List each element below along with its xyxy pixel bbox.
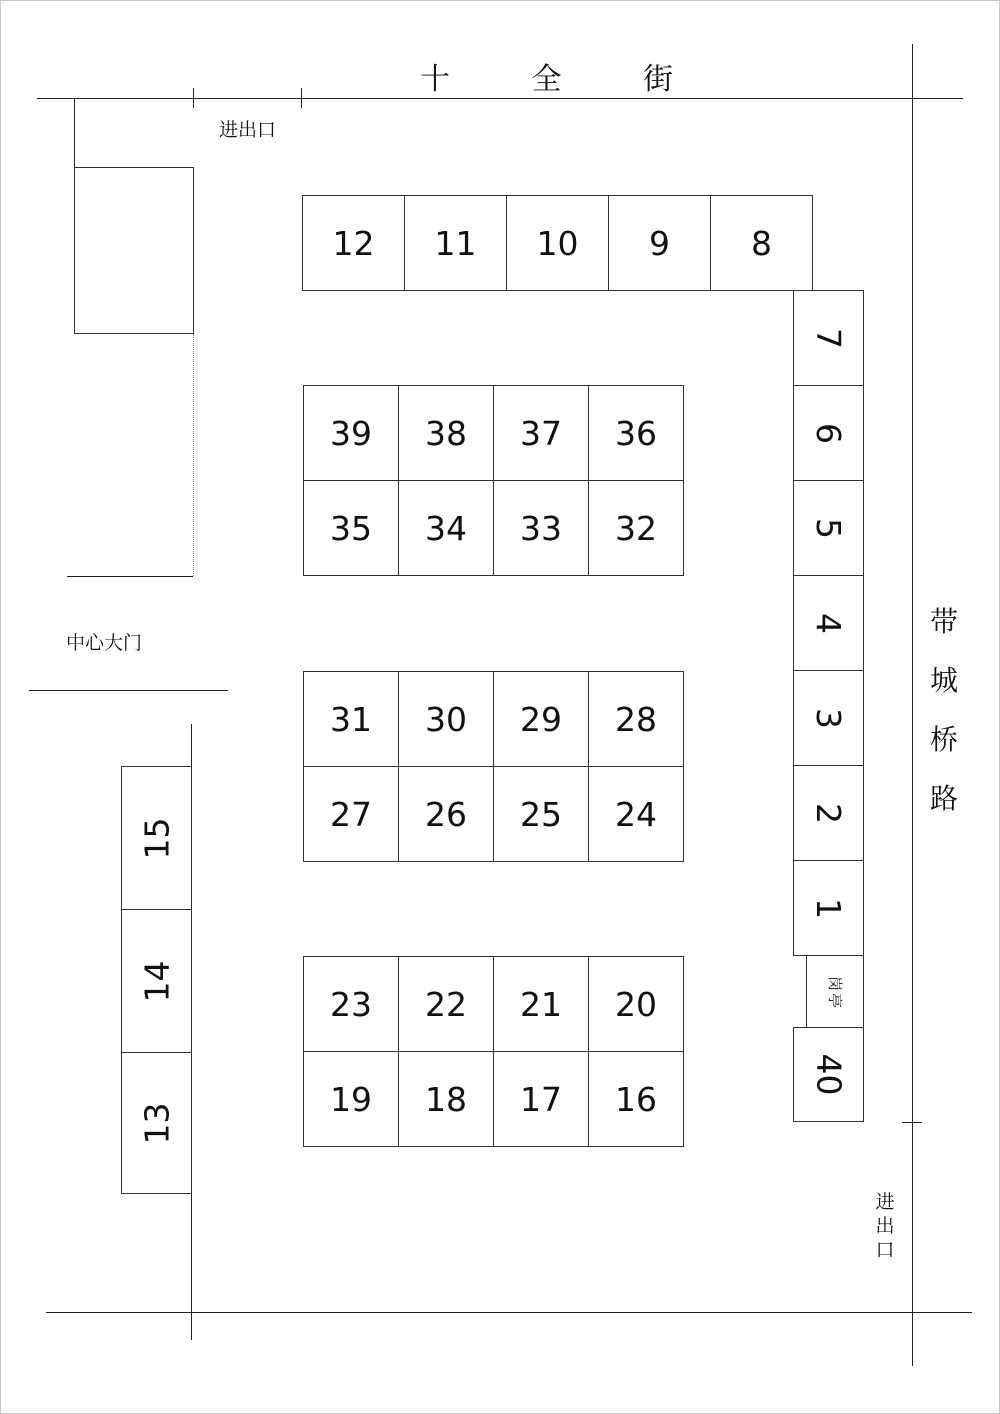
stall-36: 36 <box>588 385 684 481</box>
stall-24: 24 <box>588 766 684 862</box>
stall-8: 8 <box>710 195 813 291</box>
stall-16: 16 <box>588 1051 684 1147</box>
top-entrance-label: 进出口 <box>219 119 277 141</box>
top-street-name: 十 全 街 <box>420 62 710 97</box>
stall-14: 14 <box>121 909 192 1053</box>
gate-upper-line <box>67 576 193 577</box>
stall-23: 23 <box>303 956 399 1052</box>
building <box>74 167 194 334</box>
stall-2: 2 <box>793 765 864 861</box>
gate-lower-line <box>29 690 228 691</box>
stall-22: 22 <box>398 956 494 1052</box>
top-entrance-tick-right <box>301 88 302 108</box>
stall-21: 21 <box>493 956 589 1052</box>
stall-25: 25 <box>493 766 589 862</box>
stall-28: 28 <box>588 671 684 767</box>
center-gate-label: 中心大门 <box>66 632 143 654</box>
stall-6: 6 <box>793 385 864 481</box>
top-street-line <box>37 98 963 99</box>
stall-4: 4 <box>793 575 864 671</box>
stall-20: 20 <box>588 956 684 1052</box>
stall-30: 30 <box>398 671 494 767</box>
stall-1: 1 <box>793 860 864 956</box>
stall-37: 37 <box>493 385 589 481</box>
stall-38: 38 <box>398 385 494 481</box>
stall-32: 32 <box>588 480 684 576</box>
stall-26: 26 <box>398 766 494 862</box>
stall-31: 31 <box>303 671 399 767</box>
stall-11: 11 <box>404 195 507 291</box>
stall-3: 3 <box>793 670 864 766</box>
bottom-boundary-line <box>46 1312 972 1313</box>
right-entrance-tick <box>902 1122 922 1123</box>
stall-15: 15 <box>121 766 192 910</box>
dotted-boundary <box>193 334 194 576</box>
stall-27: 27 <box>303 766 399 862</box>
stall-10: 10 <box>506 195 609 291</box>
stall-9: 9 <box>608 195 711 291</box>
stall-35: 35 <box>303 480 399 576</box>
stall-40: 40 <box>793 1027 864 1122</box>
top-entrance-tick-left <box>193 88 194 108</box>
right-street-line <box>912 44 913 1366</box>
stall-29: 29 <box>493 671 589 767</box>
stall-17: 17 <box>493 1051 589 1147</box>
stall-5: 5 <box>793 480 864 576</box>
stall-13: 13 <box>121 1052 192 1194</box>
stall-18: 18 <box>398 1051 494 1147</box>
stall-12: 12 <box>302 195 405 291</box>
guard-kiosk: 岗 亭 <box>806 955 864 1028</box>
stall-39: 39 <box>303 385 399 481</box>
right-entrance-label: 进 出 口 <box>875 1191 895 1261</box>
stall-19: 19 <box>303 1051 399 1147</box>
stall-7: 7 <box>793 290 864 386</box>
right-street-name: 带 城 桥 路 <box>929 605 958 815</box>
stall-33: 33 <box>493 480 589 576</box>
stall-34: 34 <box>398 480 494 576</box>
left-boundary-line-upper <box>74 98 75 168</box>
